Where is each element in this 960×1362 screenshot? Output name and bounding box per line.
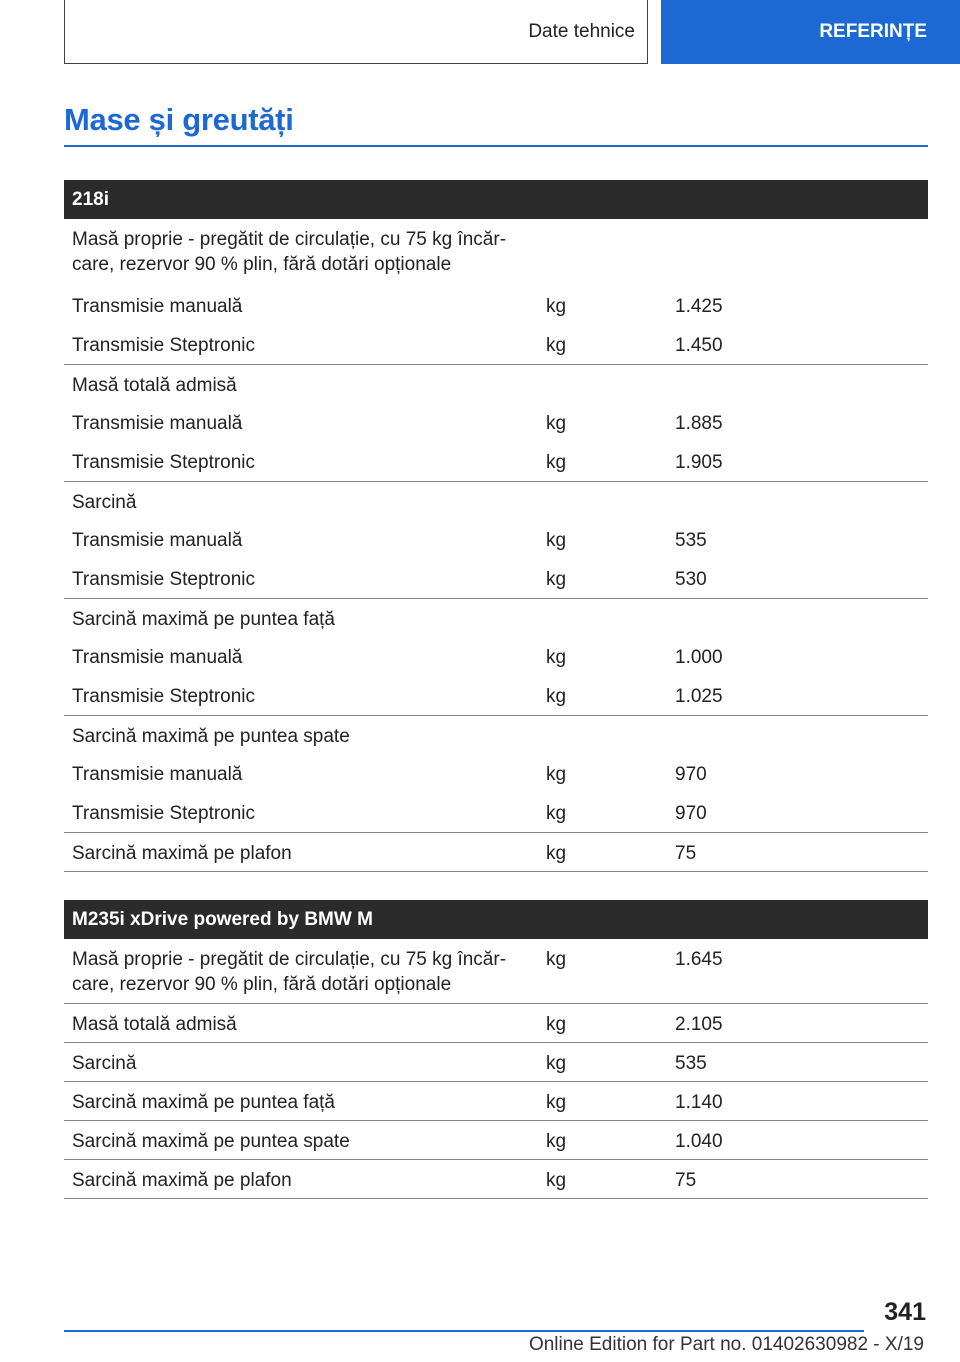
row-label: Sarcină maximă pe puntea față xyxy=(64,1081,538,1120)
row-unit: kg xyxy=(546,530,567,551)
row-value: 1.000 xyxy=(675,647,723,668)
row-label: Transmisie manuală xyxy=(72,647,243,668)
row-unit: kg xyxy=(538,939,667,1003)
row-label: Transmisie manuală xyxy=(72,413,243,434)
row-label: Sarcină maximă pe puntea spate xyxy=(64,1120,538,1159)
table-row xyxy=(64,637,928,676)
table-row xyxy=(64,403,928,442)
table-heading: M235i xDrive powered by BMW M xyxy=(64,900,928,939)
spec-table-218i xyxy=(64,180,928,872)
table-row xyxy=(64,1120,928,1159)
label-line: care, rezervor 90 % plin, fără dotări opționale xyxy=(72,254,452,275)
row-label: Sarcină xyxy=(72,491,137,513)
table-row xyxy=(64,793,928,832)
table-row xyxy=(64,219,928,286)
table-row xyxy=(64,715,928,754)
row-unit: kg xyxy=(546,413,567,434)
row-unit: kg xyxy=(538,676,667,715)
row-value: 2.105 xyxy=(667,1003,928,1042)
table-header xyxy=(64,900,928,939)
row-label: Sarcină maximă pe plafon xyxy=(64,832,538,871)
row-value: 535 xyxy=(675,530,707,551)
row-label: Masă totală admisă xyxy=(64,1003,538,1042)
row-unit: kg xyxy=(538,1081,667,1120)
row-unit: kg xyxy=(546,296,567,317)
row-unit: kg xyxy=(538,1120,667,1159)
table-row xyxy=(64,939,928,1003)
row-unit: kg xyxy=(538,325,667,364)
table-row xyxy=(64,286,928,325)
footer-divider xyxy=(64,1330,864,1332)
row-value: 1.885 xyxy=(675,413,723,434)
table-row xyxy=(64,559,928,598)
row-label: Transmisie manuală xyxy=(72,296,243,317)
row-label: Transmisie manuală xyxy=(72,764,243,785)
row-value: 530 xyxy=(667,559,928,598)
table-row xyxy=(64,1081,928,1120)
row-label: Sarcină maximă pe puntea față xyxy=(72,608,335,630)
table-row xyxy=(64,1042,928,1081)
row-unit: kg xyxy=(538,559,667,598)
row-label: Masă totală admisă xyxy=(72,374,237,396)
row-label: Transmisie Steptronic xyxy=(64,793,538,832)
row-value: 1.025 xyxy=(667,676,928,715)
row-unit: kg xyxy=(546,764,567,785)
table-heading: 218i xyxy=(64,180,928,219)
row-unit: kg xyxy=(538,832,667,871)
spec-table-m235i xyxy=(64,900,928,1199)
table-row xyxy=(64,676,928,715)
row-label xyxy=(64,219,538,286)
page-number: 341 xyxy=(884,1298,926,1326)
row-value: 970 xyxy=(667,793,928,832)
table-row xyxy=(64,1003,928,1042)
row-unit: kg xyxy=(546,647,567,668)
label-line: Masă proprie - pregătit de circulație, cu 75 kg încăr- xyxy=(72,229,507,250)
table-row xyxy=(64,832,928,871)
row-label: Transmisie Steptronic xyxy=(64,442,538,481)
row-label: Transmisie Steptronic xyxy=(64,325,538,364)
chapter-tab[interactable]: Date tehnice xyxy=(64,0,648,64)
row-value: 970 xyxy=(675,764,707,785)
table-row xyxy=(64,520,928,559)
row-value: 1.425 xyxy=(675,296,723,317)
row-label: Sarcină maximă pe plafon xyxy=(64,1159,538,1198)
row-unit: kg xyxy=(538,1159,667,1198)
row-value: 75 xyxy=(667,1159,928,1198)
table-row xyxy=(64,598,928,637)
section-tab[interactable]: REFERINȚE xyxy=(661,0,960,64)
row-label: Transmisie Steptronic xyxy=(64,676,538,715)
table-row xyxy=(64,442,928,481)
row-value: 1.645 xyxy=(667,939,928,1003)
row-label xyxy=(64,939,538,1003)
row-value: 75 xyxy=(667,832,928,871)
row-unit: kg xyxy=(538,1042,667,1081)
table-row xyxy=(64,481,928,520)
row-label: Transmisie Steptronic xyxy=(64,559,538,598)
row-label: Sarcină maximă pe puntea spate xyxy=(72,725,350,747)
row-value: 1.905 xyxy=(667,442,928,481)
page-title: Mase și greutăți xyxy=(64,102,294,137)
title-divider xyxy=(64,145,928,147)
row-unit: kg xyxy=(538,442,667,481)
table-header xyxy=(64,180,928,219)
table-row xyxy=(64,754,928,793)
table-row xyxy=(64,325,928,364)
row-unit: kg xyxy=(538,1003,667,1042)
table-row xyxy=(64,364,928,403)
footer-edition-text: Online Edition for Part no. 01402630982 - X/19 xyxy=(528,1334,924,1355)
label-line: Masă proprie - pregătit de circulație, cu 75 kg încăr- xyxy=(72,949,507,970)
label-line: care, rezervor 90 % plin, fără dotări opționale xyxy=(72,974,452,995)
row-value: 1.450 xyxy=(667,325,928,364)
row-label: Sarcină xyxy=(64,1042,538,1081)
row-value: 1.040 xyxy=(667,1120,928,1159)
row-value: 1.140 xyxy=(667,1081,928,1120)
row-value: 535 xyxy=(667,1042,928,1081)
row-unit: kg xyxy=(538,793,667,832)
table-row xyxy=(64,1159,928,1198)
row-label: Transmisie manuală xyxy=(72,530,243,551)
